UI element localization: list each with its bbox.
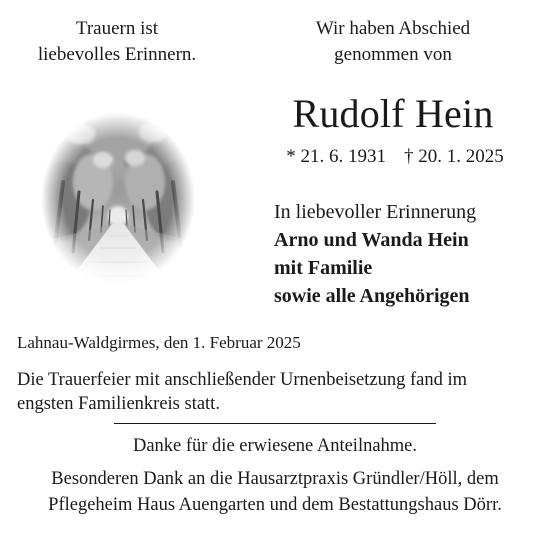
mourners-line-1: Arno und Wanda Hein <box>274 229 469 251</box>
death-date: † 20. 1. 2025 <box>404 146 504 167</box>
motto-line-1: Trauern ist <box>75 18 159 39</box>
deceased-name: Rudolf Hein <box>292 91 494 136</box>
ceremony-line-1: Die Trauerfeier mit anschließender Urnenbeisetzung fand im <box>17 370 468 390</box>
thanks-text: Danke für die erwiesene Anteilnahme. <box>132 436 418 456</box>
mourners-line-3: sowie alle Angehörigen <box>274 285 470 307</box>
farewell-intro-line-2: genommen von <box>334 44 452 65</box>
farewell-intro-line-1: Wir haben Abschied <box>315 18 471 39</box>
special-thanks <box>8 466 542 518</box>
mourners-line-2: mit Familie <box>274 257 373 279</box>
mourners-block <box>274 198 534 310</box>
special-thanks-line-1: Besonderen Dank an die Hausarztpraxis Gründler/Höll, dem <box>51 469 499 489</box>
motto-text <box>0 16 234 68</box>
ceremony-line-2: engsten Familienkreis statt. <box>17 394 220 414</box>
motto-line-2: liebevolles Erinnern. <box>37 44 197 65</box>
farewell-intro <box>274 16 512 68</box>
avenue-photo <box>41 112 195 286</box>
mourners-intro: In liebevoller Erinnerung <box>274 201 477 223</box>
birth-date: * 21. 6. 1931 <box>286 146 386 167</box>
divider-line <box>114 423 436 424</box>
place-date: Lahnau-Waldgirmes, den 1. Februar 2025 <box>17 333 301 352</box>
ceremony-note <box>17 368 537 416</box>
life-dates <box>270 145 520 169</box>
special-thanks-line-2: Pflegeheim Haus Auengarten und dem Bestattungshaus Dörr. <box>48 495 502 515</box>
